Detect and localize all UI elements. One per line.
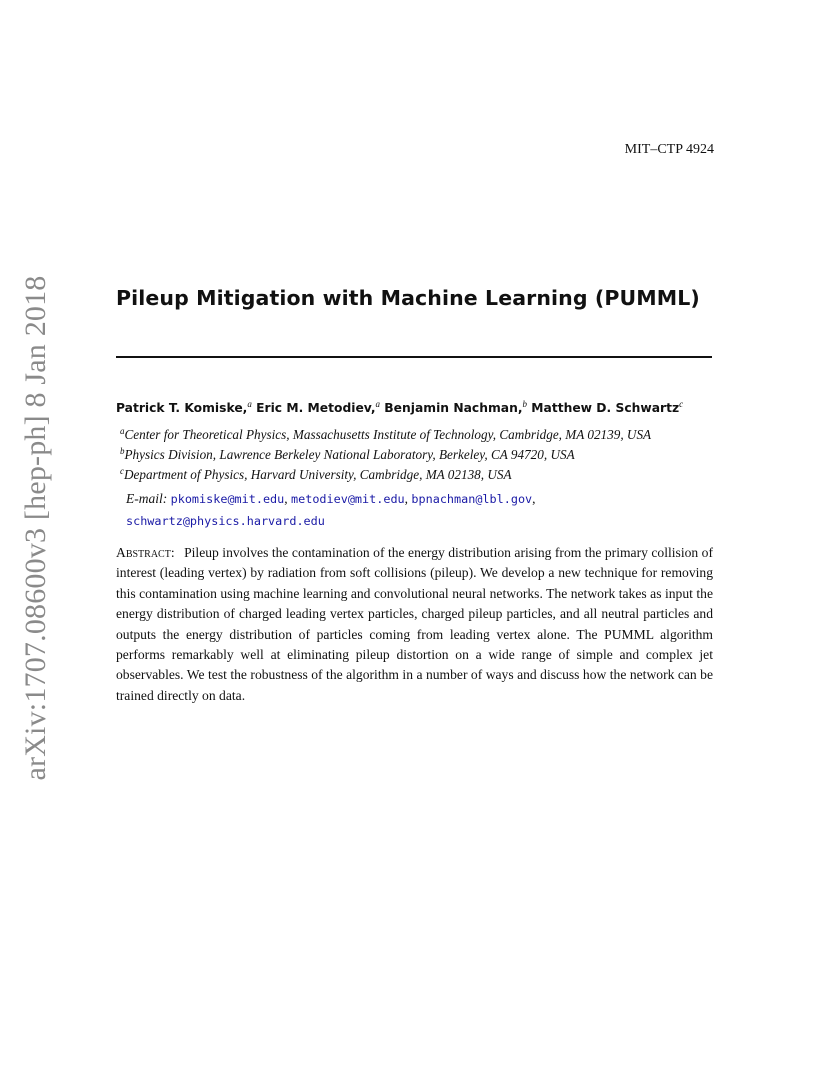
title-divider — [116, 356, 712, 358]
affiliation-mark: c — [120, 466, 124, 476]
affiliation-b — [120, 447, 575, 463]
author-affiliation-mark: c — [679, 399, 684, 409]
abstract — [116, 543, 713, 706]
paper-title: Pileup Mitigation with Machine Learning (PUMML) — [116, 286, 700, 310]
abstract-label: Abstract: — [116, 545, 175, 560]
email-label: E-mail: — [126, 491, 168, 506]
author-name: Benjamin Nachman, — [384, 401, 523, 415]
email-link[interactable]: schwartz@physics.harvard.edu — [126, 514, 325, 528]
arxiv-side-stamp: arXiv:1707.08600v3 [hep-ph] 8 Jan 2018 — [19, 275, 52, 781]
email-block: E-mail: pkomiske@mit.edu, metodiev@mit.edu, bpnachman@lbl.gov, schwartz@physics.harvard.edu — [126, 491, 536, 528]
author-name: Eric M. Metodiev, — [256, 401, 376, 415]
author-affiliation-mark: b — [522, 399, 527, 409]
author-affiliation-mark: a — [247, 399, 252, 409]
email-link[interactable]: pkomiske@mit.edu — [170, 492, 285, 506]
email-link[interactable]: bpnachman@lbl.gov — [411, 492, 533, 506]
affiliation-mark: b — [120, 446, 125, 456]
affiliation-mark: a — [120, 426, 125, 436]
abstract-text: Pileup involves the contamination of the energy distribution arising from the primary collision of interest (leading vertex) by radiation from soft collisions (pileup). We develop a new technique for removing this contamination using machine learning and convolutional neural networks. The network takes as input the energy distribution of charged leading vertex particles, charged pileup particles, and all neutral particles and outputs the energy distribution of particles coming from leading vertex alone. The PUMML algorithm performs remarkably well at eliminating pileup distortion on a wide range of simple and complex jet observables. We test the robustness of the algorithm in a number of ways and discuss how the network can be trained directly on data. — [116, 545, 713, 703]
affiliation-text: Department of Physics, Harvard University, Cambridge, MA 02138, USA — [124, 467, 512, 482]
affiliation-c — [120, 467, 512, 483]
author-name: Matthew D. Schwartz — [531, 401, 680, 415]
email-link[interactable]: metodiev@mit.edu — [291, 492, 405, 506]
affiliation-text: Center for Theoretical Physics, Massachusetts Institute of Technology, Cambridge, MA 02139, USA — [124, 427, 652, 442]
affiliation-a — [120, 427, 651, 443]
report-number: MIT–CTP 4924 — [624, 142, 714, 157]
author-name: Patrick T. Komiske, — [116, 401, 248, 415]
affiliation-text: Physics Division, Lawrence Berkeley National Laboratory, Berkeley, CA 94720, USA — [124, 447, 575, 462]
author-affiliation-mark: a — [375, 399, 380, 409]
author-list — [116, 401, 683, 415]
